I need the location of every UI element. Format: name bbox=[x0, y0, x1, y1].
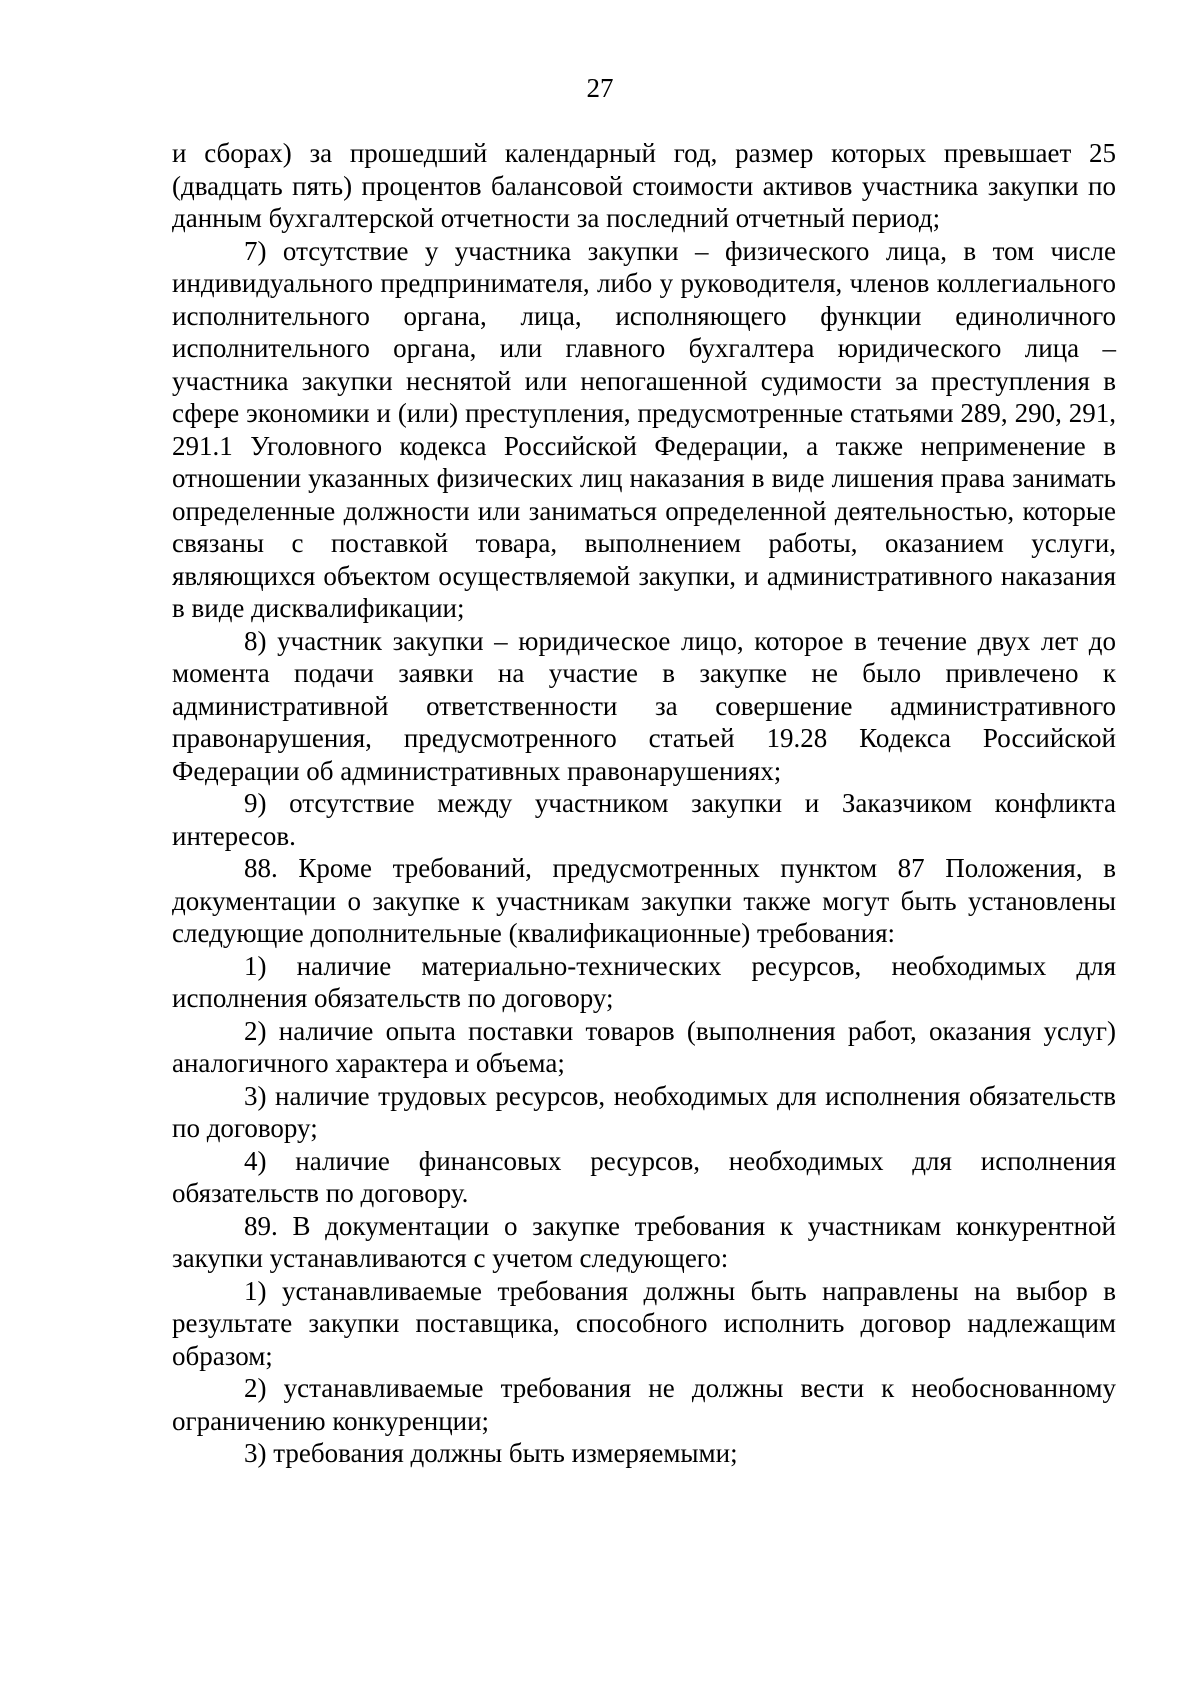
paragraph: 2) наличие опыта поставки товаров (выполнения работ, оказания услуг) аналогичного характера и объема; bbox=[172, 1015, 1116, 1078]
paragraph: 4) наличие финансовых ресурсов, необходимых для исполнения обязательств по договору. bbox=[172, 1145, 1116, 1208]
paragraph: 1) наличие материально-технических ресурсов, необходимых для исполнения обязательств по договору; bbox=[172, 950, 1116, 1013]
paragraph: и сборах) за прошедший календарный год, размер которых превышает 25 (двадцать пять) процентов балансовой стоимости активов участника закупки по данным бухгалтерской отчетности за последний отчетный период; bbox=[172, 138, 1116, 233]
paragraph: 89. В документации о закупке требования к участникам конкурентной закупки устанавливаются с учетом следующего: bbox=[172, 1210, 1116, 1273]
paragraph: 2) устанавливаемые требования не должны вести к необоснованному ограничению конкуренции; bbox=[172, 1373, 1116, 1436]
document-body bbox=[172, 137, 1116, 1470]
paragraph: 7) отсутствие у участника закупки – физического лица, в том числе индивидуального предпринимателя, либо у руководителя, членов коллегиального исполнительного органа, лица, исполняющего функции единоличного исполнительного органа, или главного бухгалтера юридического лица – участника закупки неснятой или непогашенной судимости за преступления в сфере экономики и (или) преступления, предусмотренные статьями 289, 290, 291, 291.1 Уголовного кодекса Российской Федерации, а также неприменение в отношении указанных физических лиц наказания в виде лишения права занимать определенные должности или заниматься определенной деятельностью, которые связаны с поставкой товара, выполнением работы, оказанием услуги, являющихся объектом осуществляемой закупки, и административного наказания в виде дисквалификации; bbox=[172, 235, 1116, 623]
page-number: 27 bbox=[586, 73, 614, 103]
paragraph: 9) отсутствие между участником закупки и Заказчиком конфликта интересов. bbox=[172, 788, 1116, 851]
paragraph: 3) требования должны быть измеряемыми; bbox=[244, 1438, 738, 1468]
paragraph: 3) наличие трудовых ресурсов, необходимых для исполнения обязательств по договору; bbox=[172, 1080, 1116, 1143]
paragraph: 88. Кроме требований, предусмотренных пунктом 87 Положения, в документации о закупке к участникам закупки также могут быть установлены следующие дополнительные (квалификационные) требования: bbox=[172, 853, 1116, 948]
paragraph: 1) устанавливаемые требования должны быть направлены на выбор в результате закупки поставщика, способного исполнить договор надлежащим образом; bbox=[172, 1275, 1116, 1371]
paragraph: 8) участник закупки – юридическое лицо, которое в течение двух лет до момента подачи заявки на участие в закупке не было привлечено к административной ответственности за совершение административного правонарушения, предусмотренного статьей 19.28 Кодекса Российской Федерации об административных правонарушениях; bbox=[172, 625, 1116, 786]
